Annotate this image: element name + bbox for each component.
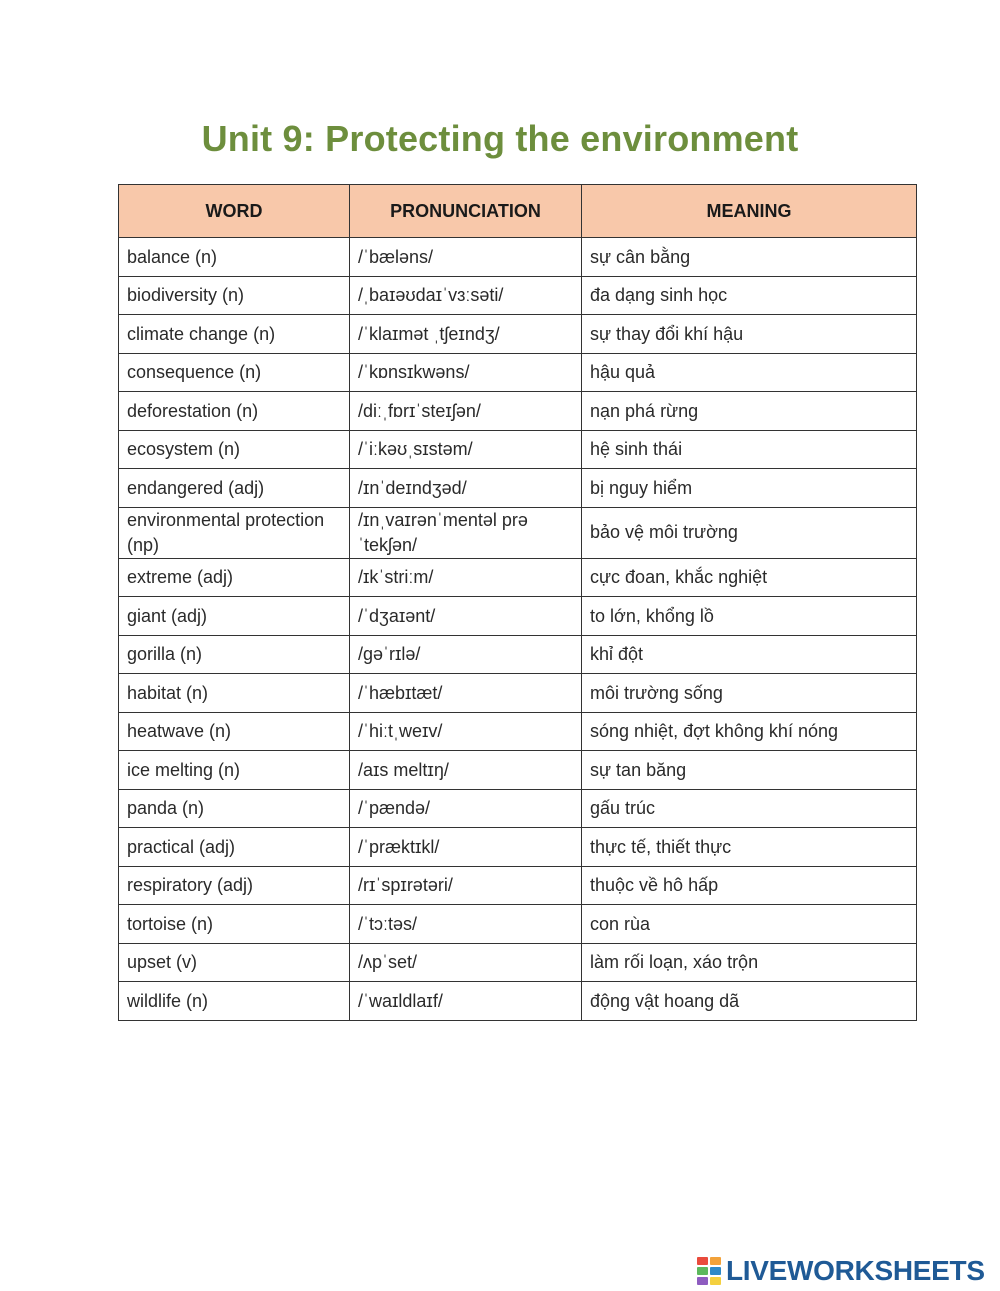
header-row <box>119 185 917 238</box>
word-cell: gorilla (n) <box>119 635 350 674</box>
meaning-cell: sự cân bằng <box>582 238 917 277</box>
pronunciation-cell: /ˈklaɪmət ˌtʃeɪndʒ/ <box>350 315 582 354</box>
logo-block <box>710 1277 721 1285</box>
meaning-cell: thuộc về hô hấp <box>582 866 917 905</box>
liveworksheets-logo[interactable] <box>697 1254 985 1288</box>
table-row <box>119 982 917 1021</box>
table-row <box>119 789 917 828</box>
word-cell: tortoise (n) <box>119 905 350 944</box>
word-cell: balance (n) <box>119 238 350 277</box>
meaning-cell: gấu trúc <box>582 789 917 828</box>
table-row <box>119 469 917 508</box>
table-row <box>119 828 917 867</box>
table-row <box>119 353 917 392</box>
word-cell: environmental protection (np) <box>119 507 350 558</box>
word-cell: consequence (n) <box>119 353 350 392</box>
table-row <box>119 597 917 636</box>
logo-block <box>710 1257 721 1265</box>
word-cell: respiratory (adj) <box>119 866 350 905</box>
word-cell: practical (adj) <box>119 828 350 867</box>
pronunciation-cell: /ˈiːkəʊˌsɪstəm/ <box>350 430 582 469</box>
word-cell: panda (n) <box>119 789 350 828</box>
meaning-cell: khỉ đột <box>582 635 917 674</box>
pronunciation-cell: /ˈwaɪldlaɪf/ <box>350 982 582 1021</box>
pronunciation-cell: /ʌpˈset/ <box>350 943 582 982</box>
pronunciation-cell: /rɪˈspɪrətəri/ <box>350 866 582 905</box>
meaning-cell: con rùa <box>582 905 917 944</box>
table-row <box>119 276 917 315</box>
meaning-cell: sự thay đổi khí hậu <box>582 315 917 354</box>
word-cell: endangered (adj) <box>119 469 350 508</box>
word-cell: ecosystem (n) <box>119 430 350 469</box>
pronunciation-cell: /ˈdʒaɪənt/ <box>350 597 582 636</box>
table-row <box>119 674 917 713</box>
logo-text: LIVEWORKSHEETS <box>726 1255 985 1286</box>
meaning-cell: sự tan băng <box>582 751 917 790</box>
pronunciation-cell: /ˈhiːtˌweɪv/ <box>350 712 582 751</box>
word-cell: extreme (adj) <box>119 558 350 597</box>
header-meaning: MEANING <box>582 185 917 238</box>
word-cell: giant (adj) <box>119 597 350 636</box>
word-cell: wildlife (n) <box>119 982 350 1021</box>
pronunciation-cell: /ˈpændə/ <box>350 789 582 828</box>
pronunciation-cell: /ˈbæləns/ <box>350 238 582 277</box>
header-pronunciation: PRONUNCIATION <box>350 185 582 238</box>
meaning-cell: môi trường sống <box>582 674 917 713</box>
meaning-cell: nạn phá rừng <box>582 392 917 431</box>
table-row <box>119 238 917 277</box>
meaning-cell: thực tế, thiết thực <box>582 828 917 867</box>
pronunciation-cell: /ɪnˌvaɪrənˈmentəl prəˈtekʃən/ <box>350 507 582 558</box>
table-row <box>119 507 917 558</box>
word-cell: heatwave (n) <box>119 712 350 751</box>
pronunciation-cell: /ˈpræktɪkl/ <box>350 828 582 867</box>
page-title: Unit 9: Protecting the environment <box>201 118 799 159</box>
pronunciation-cell: /ɡəˈrɪlə/ <box>350 635 582 674</box>
header-word: WORD <box>119 185 350 238</box>
pronunciation-cell: /aɪs meltɪŋ/ <box>350 751 582 790</box>
logo-block <box>710 1267 721 1275</box>
meaning-cell: bảo vệ môi trường <box>582 507 917 558</box>
logo-block <box>697 1257 708 1265</box>
logo-block <box>697 1277 708 1285</box>
pronunciation-cell: /ˌbaɪəʊdaɪˈvɜːsəti/ <box>350 276 582 315</box>
table-row <box>119 905 917 944</box>
word-cell: ice melting (n) <box>119 751 350 790</box>
table-row <box>119 712 917 751</box>
table-row <box>119 315 917 354</box>
word-cell: climate change (n) <box>119 315 350 354</box>
meaning-cell: hệ sinh thái <box>582 430 917 469</box>
word-cell: habitat (n) <box>119 674 350 713</box>
word-cell: upset (v) <box>119 943 350 982</box>
table-row <box>119 635 917 674</box>
word-cell: biodiversity (n) <box>119 276 350 315</box>
vocabulary-table <box>118 184 917 1021</box>
table-row <box>119 392 917 431</box>
table-row <box>119 430 917 469</box>
pronunciation-cell: /ˈhæbɪtæt/ <box>350 674 582 713</box>
meaning-cell: làm rối loạn, xáo trộn <box>582 943 917 982</box>
liveworksheets-logo-icon <box>697 1257 723 1285</box>
table-row <box>119 751 917 790</box>
pronunciation-cell: /ˈkɒnsɪkwəns/ <box>350 353 582 392</box>
meaning-cell: hậu quả <box>582 353 917 392</box>
pronunciation-cell: /ɪnˈdeɪndʒəd/ <box>350 469 582 508</box>
pronunciation-cell: /ˈtɔːtəs/ <box>350 905 582 944</box>
logo-block <box>697 1267 708 1275</box>
pronunciation-cell: /ɪkˈstriːm/ <box>350 558 582 597</box>
pronunciation-cell: /diːˌfɒrɪˈsteɪʃən/ <box>350 392 582 431</box>
table-header <box>119 185 917 238</box>
table-row <box>119 943 917 982</box>
meaning-cell: cực đoan, khắc nghiệt <box>582 558 917 597</box>
meaning-cell: đa dạng sinh học <box>582 276 917 315</box>
meaning-cell: sóng nhiệt, đợt không khí nóng <box>582 712 917 751</box>
table-row <box>119 558 917 597</box>
table-row <box>119 866 917 905</box>
table-body <box>119 238 917 1021</box>
meaning-cell: to lớn, khổng lồ <box>582 597 917 636</box>
word-cell: deforestation (n) <box>119 392 350 431</box>
meaning-cell: bị nguy hiểm <box>582 469 917 508</box>
meaning-cell: động vật hoang dã <box>582 982 917 1021</box>
